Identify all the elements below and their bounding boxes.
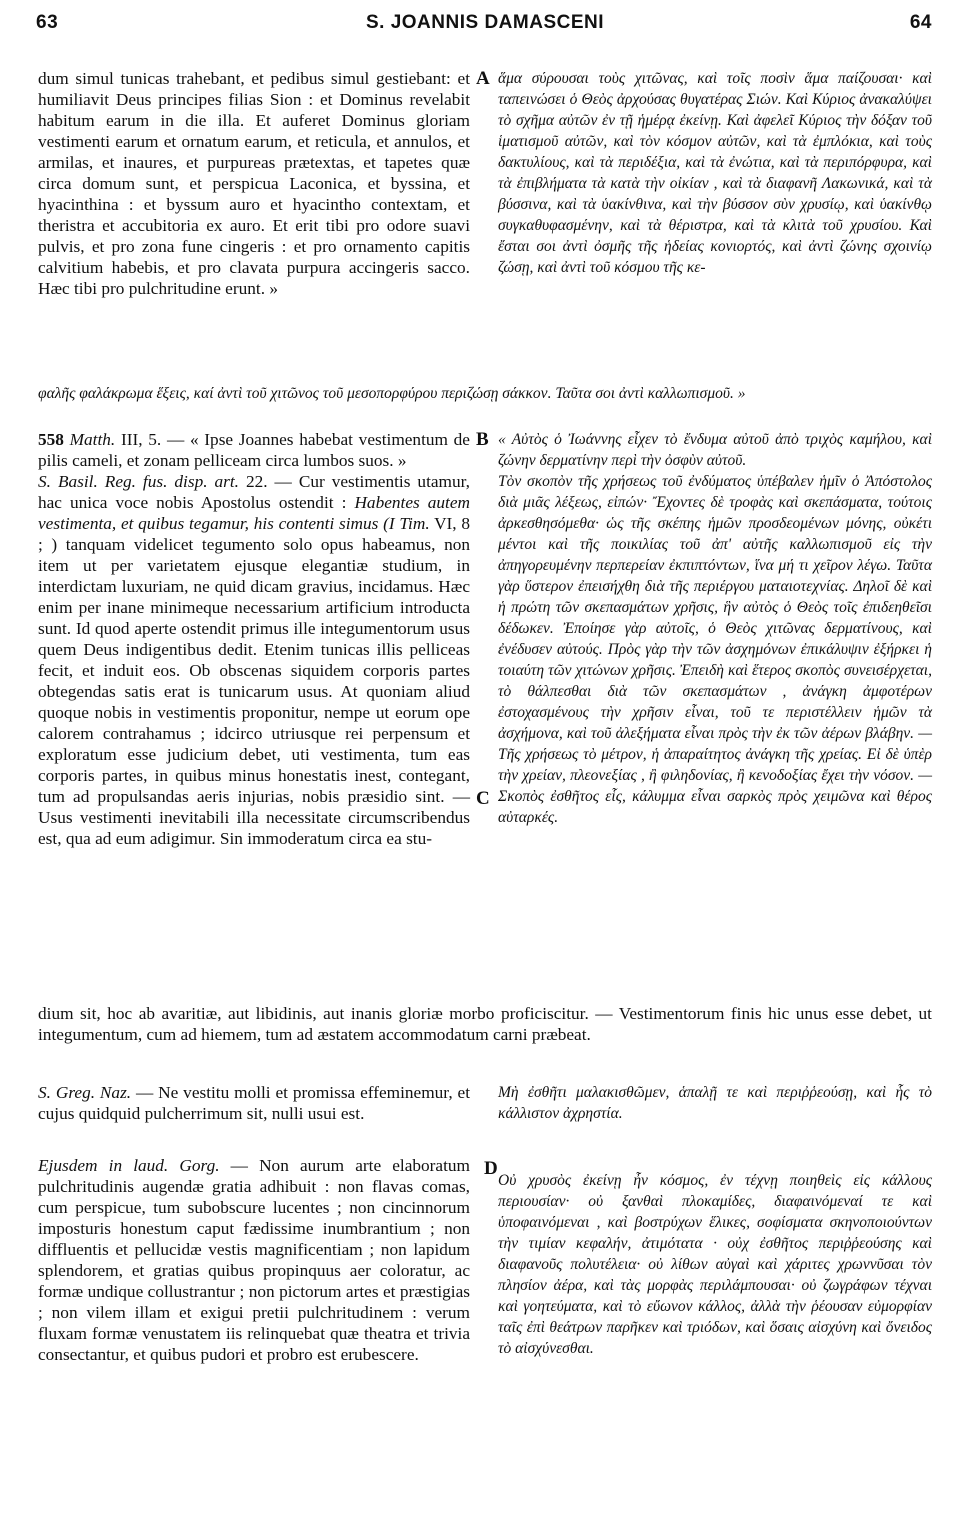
latin-basil-body: VI, 8 ; ) tanquam videlicet tegumento solo opus habeamus, non item ut per varietatem ejusque elegantiæ studium, in interdictam luxuriam, ne quid dicam gravius, incidamus. Hæc enim per inane minimeque necessarium artificium introducta sunt. Id quod aperte ostendit primus ille integumentorum usus quem Deus indigentibus dedit. Etenim tunicas illis pelliceas fecit, et induit eos. Ob obscenas siquidem corporis partes obtegendas satis erat is tunicarum usus. At quoniam aliud quoque nobis in vestimentis proponitur, nempe ut eorum ope calorem contrahamus ; idcirco utriusque rei perpensum et exploratum esse judicium debet, uti vestimenta, tum eas corporis partes, in quibus minus honestatis inest, contegant, tum ad propulsandas aeris injurias, nobis præsidio sint. — Usus vestimenti inevitabili illa necessitate circumscribendus est, qua ad eum adigimur. Sin immoderatum circa ea stu- — [38, 514, 470, 848]
page-header — [0, 12, 970, 42]
running-title: S. JOANNIS DAMASCENI — [365, 12, 605, 33]
page-number-right: 64 — [909, 12, 932, 33]
margin-mark-b: B — [476, 429, 489, 450]
greek-text-isaiah: ἅμα σύρουσαι τοὺς χιτῶνας, καὶ τοῖς ποσὶν ἅμα παίζουσαι· καὶ ταπεινώσει ὁ Θεὸς ἀρχούσας θυγατέρας Σιών. Καὶ Κύριος ἀνακαλύψει τὸ σχῆμα αὐτῶν ἐν τῇ ἡμέρᾳ ἐκείνῃ. Καὶ ἀφελεῖ Κύριος τὴν δόξαν τοῦ ἱματισμοῦ αὐτῶν, καὶ τὸν κόσμον αὐτῶν, καὶ τὰ ἐμπλόκια, καὶ τοὺς δακτυλίους, καὶ τὰ περιδέξια, καὶ τὰ ἐνώτια, καὶ τὰ περιπόρφυρα, καὶ τὰ ἐπιβλήματα τὰ κατὰ τὴν οἰκίαν , καὶ τὰ διαφανῆ Λακωνικά, καὶ τὰ βύσσινα, καὶ τὰ ὑακίνθινα, καὶ τὴν βύσσον σὺν χρυσίῳ, καὶ ὑακίνθῳ συγκαθυφασμένην, καὶ τὰ θέριστρα, καὶ τὰ κλιτὰ τοῦ χρυσίου. Καὶ ἔσται σοι ἀντὶ ὀσμῆς τῆς ἡδείας κονιορτός, καὶ ἀντὶ ζώνης σχοινίῳ ζώσῃ, καὶ ἀντὶ τοῦ κόσμου τῆς κε- — [498, 70, 932, 276]
latin-text-basil — [38, 429, 470, 849]
greek-text-basil — [498, 429, 932, 828]
latin-text-gregory — [38, 1082, 470, 1124]
section-number: 558 — [38, 430, 64, 449]
latin-text-basil-continued: dium sit, hoc ab avaritiæ, aut libidinis, aut inanis gloriæ morbo proficiscitur. — Vestimentorum finis hic unus esse debet, ut integumentum, cum ad hiemem, tum ad æstatem accommodatum carni præbeat. — [38, 1004, 932, 1044]
reference-gorgonia: Ejusdem in laud. Gorg. — [38, 1156, 220, 1175]
latin-text-gorgonia — [38, 1155, 470, 1365]
latin-gorgonia-body: — Non aurum arte elaboratum pulchritudinis augendæ gratia adhibuit : non flavas comas, cum perspicue, tum subobscure lucentes ; non cincinnorum imposturis honestum caput fædissime inumbrantium ; non diffluentis et pellucidæ vestis magnificentiam ; non lapidum splendorem, et gratias quibus propinquus aer coloratur, ac formæ undique collustrantur ; non pictorum artes et præstigias ; non vilem illam et exigui pretii pulchritudinem : verum fluxam formæ venustatem iis relinquebat quæ theatra et trivia consectantur, et quibus pudori et probro est erubescere. — [38, 1156, 470, 1364]
reference-matthew: Matth. — [69, 430, 116, 449]
greek-text-gorgonia: Οὐ χρυσὸς ἐκείνῃ ἦν κόσμος, ἐν τέχνῃ ποιηθεὶς εἰς κάλλους περιουσίαν· οὐ ξανθαὶ πλοκαμίδες, διαφαινόμεναί τε καὶ ὑποφαινόμεναι , καὶ βοστρύχων ἕλικες, σοφίσματα σκηνοποιούντων τὴν τιμίαν κεφαλήν, ἀτιμότατα · οὐχ ἐσθῆτος περιῤῥεούσης καὶ διαφανοῦς πολυτέλεια· οὐ λίθων αὐγαὶ καὶ χάριτες χρωννῦσαι τὸν πλησίον ἀέρα, καὶ τὰς μορφὰς περιλάμπουσαι· οὐ ζωγράφων τέχναι καὶ γοητεύματα, καὶ τὸ εὔωνον κάλλος, ἀλλὰ τὴν ῥέουσαν εὐμορφίαν ταῖς ἐπὶ θεάτρων παρῆκεν καὶ τριόδων, καὶ ὅσαις αἰσχύνη καὶ ὄνειδος τὸ αἰσχύνεσθαι. — [498, 1172, 932, 1357]
reference-basil: S. Basil. Reg. fus. disp. art. — [38, 472, 239, 491]
margin-mark-a: A — [476, 68, 490, 89]
greek-text-gregory: Μὴ ἐσθῆτι μαλακισθῶμεν, ἁπαλῇ τε καὶ περιῤῥεούσῃ, καὶ ἧς τὸ κάλλιστον ἀχρηστία. — [498, 1084, 932, 1122]
latin-matthew-quote: III, 5. — « Ipse Joannes habebat vestimentum de pilis cameli, et zonam pelliceam circa lumbos suos. » — [38, 430, 470, 470]
margin-mark-d: D — [484, 1158, 498, 1179]
latin-text-isaiah: dum simul tunicas trahebant, et pedibus simul gestiebant: et humiliavit Deus principes filias Sion : et Dominus revelabit habitum earum in die illa. Et auferet Dominus gloriam vestimenti earum et ornatum earum, et reticula, et annulos, et armilas, et inaures, et purpureas prætextas, et tapetes quæ circa domum sunt, et perspicua Laconica, et byssina, et hyacinthina : et byssum auro et hyacintho contextam, et theristra et accubitoria ex auro. Et erit tibi pro odore suavi pulvis, et pro zona fune cingeris : et pro ornamento capitis calvitium habebis, et pro clavata purpura accingeris sacco. Hæc tibi pro pulchritudine erunt. » — [38, 69, 470, 298]
reference-gregory: S. Greg. Naz. — [38, 1083, 132, 1102]
page-number-left: 63 — [36, 12, 59, 33]
greek-text-isaiah-continued: φαλῆς φαλάκρωμα ἕξεις, καί ἀντὶ τοῦ χιτῶνος τοῦ μεσοπορφύρου περιζώσῃ σάκκον. Ταῦτα σοι ἀντὶ καλλωπισμοῦ. » — [38, 385, 746, 402]
greek-basil-body: Τὸν σκοπὸν τῆς χρήσεως τοῦ ἐνδύματος ὑπέβαλεν ἡμῖν ὁ Ἀπόστολος διὰ μιᾶς λέξεως, εἰπών· Ἔχοντες δὲ τροφὰς καὶ σκεπάσματα, τούτοις ἀρκεσθησόμεθα· ὡς τῆς σκέπης ἡμῶν προσδεομένων μόνης, οὐκέτι μέντοι καὶ τῆς ποικιλίας τοῦ ἀπ' αὐτῆς καλλωπισμοῦ εἰς τὴν ἀπηγορευμένην περπερείαν ἐκπιπτόντων, ἵνα μή τι χεῖρον λέγω. Ταῦτα γὰρ ὕστερον ἐπεισήχθη διὰ τῆς περιέργου ματαιοτεχνίας. Δηλοῖ δὲ καὶ ἡ πρώτη τῶν σκεπασμάτων χρῆσις, ἣν αὐτὸς ὁ Θεὸς τοῖς ἐπιδεηθεῖσι δέδωκεν. Ἐποίησε γὰρ αὐτοῖς, ὁ Θεὸς χιτῶνας δερματίνους, καὶ ἐνέδυσεν αὐτούς. Πρὸς γὰρ τὴν τῶν ἀσχημόνων ἐπικάλυψιν ἐξήρκει ἡ τοιαύτη τῶν χιτώνων χρῆσις. Ἐπειδὴ καὶ ἕτερος σκοπὸς συνεισέρχεται, τὸ θάλπεσθαι διὰ τῶν σκεπασμάτων , ἀνάγκη ἀμφοτέρων ἐστοχασμένους τὴν χρῆσιν εἶναι, τοῦ τε περιστέλλειν ἡμῶν τὰ ἀσχήμονα, καὶ τοῦ ἀλεξήματα εἶναι πρὸς τὴν ἐκ τῶν ἀέρων βλάβην. — Τῆς χρήσεως τὸ μέτρον, ἡ ἀπαραίτητος ἀνάγκη τῆς χρείας. Εἰ δὲ ὑπὲρ τὴν χρείαν, πλεονεξίας , ἢ φιληδονίας, ἢ κενοδοξίας ἔχει τὴν νόσον. — Σκοπὸς ἐσθῆτος εἷς, κάλυμμα εἶναι σαρκὸς πρὸς χειμῶνα καὶ θέρος αὐταρκές. — [498, 473, 932, 826]
latin-basil-intro: 22. — Cur vestimentis utamur, hac unica voce nobis Apostolus ostendit : — [38, 472, 470, 512]
latin-gregory-body: — Ne vestitu molli et promissa effeminemur, et cujus quidquid pulcherrimum sit, nulli usui est. — [38, 1083, 470, 1123]
margin-mark-c: C — [476, 788, 490, 809]
greek-matthew-quote: « Αὐτὸς ὁ Ἰωάννης εἶχεν τὸ ἔνδυμα αὐτοῦ ἀπὸ τριχὸς καμήλου, καὶ ζώνην δερματίνην περὶ τὴν ὀσφὺν αὐτοῦ. — [498, 431, 932, 469]
latin-basil-quote: Habentes autem vestimenta, et quibus tegamur, his contenti simus (I Tim. — [38, 493, 470, 533]
